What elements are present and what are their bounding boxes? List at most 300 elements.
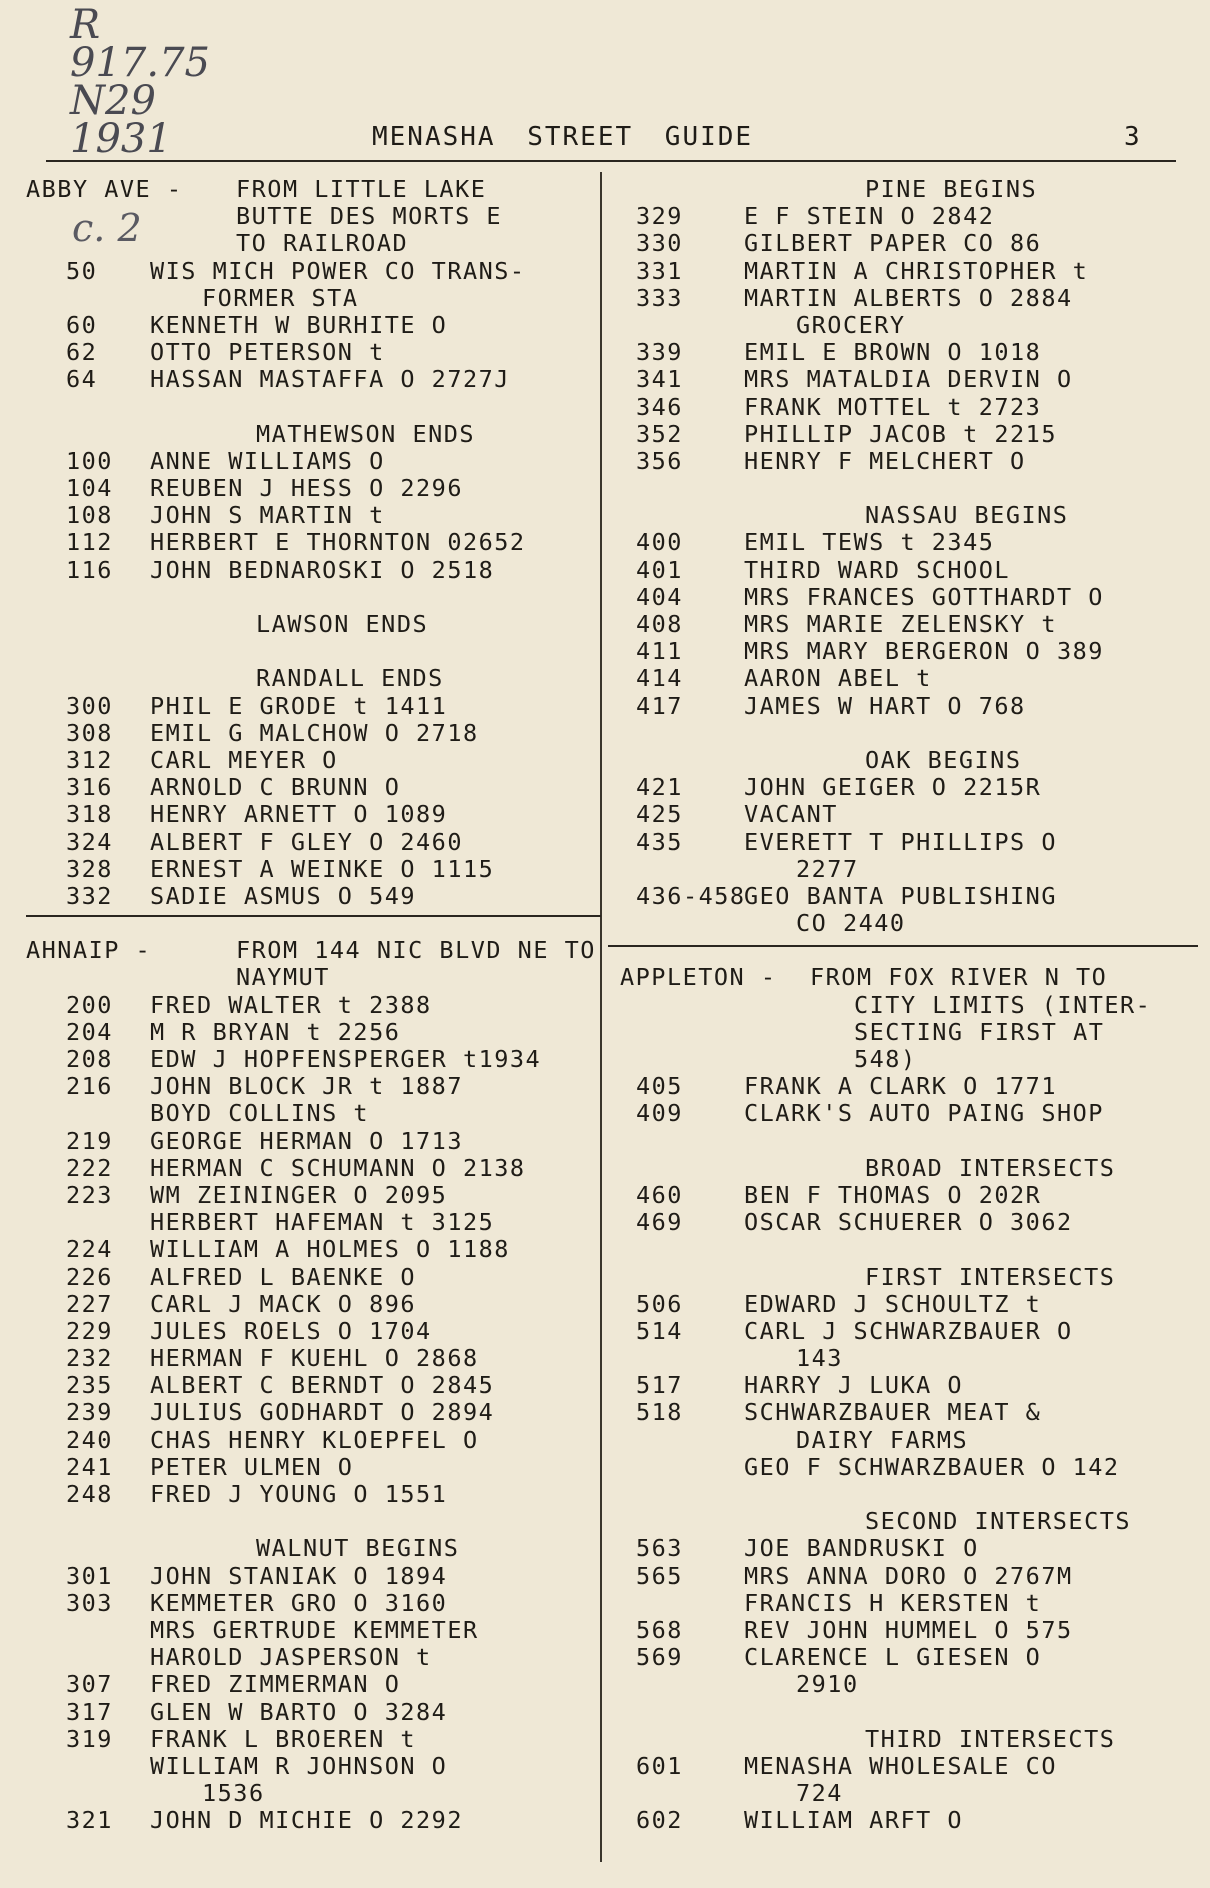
directory-entry xyxy=(620,1372,1200,1399)
directory-entry xyxy=(620,1073,1200,1100)
directory-entry xyxy=(620,285,1200,312)
resident-name: VACANT xyxy=(744,800,838,829)
resident-name: HERBERT HAFEMAN t 3125 xyxy=(150,1208,495,1237)
street-heading xyxy=(26,176,598,203)
handwritten-copy-number: c. 2 xyxy=(72,206,142,250)
resident-name: MRS ANNA DORO O 2767M xyxy=(744,1561,1073,1590)
directory-entry xyxy=(26,1753,598,1780)
resident-name: ERNEST A WEINKE O 1115 xyxy=(150,854,495,883)
left-column xyxy=(26,176,598,1834)
house-number: 104 xyxy=(66,474,113,503)
cross-street-heading xyxy=(620,502,1200,529)
cross-street-label: THIRD INTERSECTS xyxy=(865,1724,1116,1753)
resident-name: GILBERT PAPER CO 86 xyxy=(744,229,1042,258)
entry-continuation xyxy=(26,285,598,312)
directory-entry xyxy=(620,1590,1200,1617)
resident-name: FRED J YOUNG O 1551 xyxy=(150,1480,448,1508)
directory-entry xyxy=(620,366,1200,393)
street-description: FROM FOX RIVER N TO xyxy=(810,963,1108,992)
house-number: 601 xyxy=(636,1751,683,1780)
directory-entry xyxy=(26,992,598,1019)
resident-name: REUBEN J HESS O 2296 xyxy=(150,474,463,503)
resident-name: GLEN W BARTO O 3284 xyxy=(150,1697,448,1726)
house-number: 64 xyxy=(66,365,98,394)
directory-entry xyxy=(26,1236,598,1263)
directory-entry xyxy=(620,529,1200,556)
house-number: 318 xyxy=(66,800,113,829)
directory-entry xyxy=(620,665,1200,692)
resident-name: M R BRYAN t 2256 xyxy=(150,1017,401,1046)
directory-entry xyxy=(620,230,1200,257)
resident-name: CARL MEYER O xyxy=(150,745,338,774)
house-number: 216 xyxy=(66,1072,113,1101)
house-number: 324 xyxy=(66,827,113,856)
resident-name: PHILLIP JACOB t 2215 xyxy=(744,419,1057,448)
resident-name: MRS MARY BERGERON O 389 xyxy=(744,637,1104,666)
resident-name: HERMAN F KUEHL O 2868 xyxy=(150,1344,479,1373)
directory-entry xyxy=(620,557,1200,584)
resident-name: ALBERT F GLEY O 2460 xyxy=(150,827,463,856)
entry-continuation xyxy=(620,910,1200,937)
resident-name: 1536 xyxy=(202,1779,265,1808)
resident-name: FRANK L BROEREN t xyxy=(150,1724,417,1753)
header-rule xyxy=(46,160,1176,162)
cross-street-label: MATHEWSON ENDS xyxy=(256,419,476,448)
resident-name: EMIL TEWS t 2345 xyxy=(744,528,995,557)
cross-street-heading xyxy=(620,1264,1200,1291)
cross-street-heading xyxy=(620,1726,1200,1753)
directory-entry xyxy=(26,1481,598,1508)
directory-entry xyxy=(26,1617,598,1644)
house-number: 321 xyxy=(66,1806,113,1835)
street-description-continued xyxy=(26,230,598,257)
house-number: 208 xyxy=(66,1045,113,1073)
house-number: 569 xyxy=(636,1643,683,1672)
blank-line xyxy=(26,394,598,421)
cross-street-heading xyxy=(620,747,1200,774)
directory-entry xyxy=(26,1209,598,1236)
directory-entry xyxy=(26,1318,598,1345)
entry-continuation xyxy=(620,856,1200,883)
blank-line xyxy=(620,1699,1200,1726)
resident-name: FRED WALTER t 2388 xyxy=(150,990,432,1019)
house-number: 222 xyxy=(66,1153,113,1182)
resident-name: CHAS HENRY KLOEPFEL O xyxy=(150,1425,479,1454)
cross-street-label: RANDALL ENDS xyxy=(256,664,444,693)
directory-entry xyxy=(26,1264,598,1291)
directory-entry xyxy=(620,829,1200,856)
directory-entry xyxy=(26,258,598,285)
resident-name: WM ZEININGER O 2095 xyxy=(150,1180,448,1209)
resident-name: ARNOLD C BRUNN O xyxy=(150,773,401,802)
house-number: 224 xyxy=(66,1235,113,1264)
house-number: 417 xyxy=(636,691,683,720)
house-number: 346 xyxy=(636,392,683,421)
street-heading xyxy=(26,937,598,964)
resident-name: CLARENCE L GIESEN O xyxy=(744,1643,1042,1672)
street-name: ABBY AVE - xyxy=(26,175,183,203)
cross-street-heading xyxy=(620,1155,1200,1182)
resident-name: FORMER STA xyxy=(202,283,359,312)
house-number: 307 xyxy=(66,1670,113,1699)
resident-name: FRED ZIMMERMAN O xyxy=(150,1670,401,1699)
house-number: 356 xyxy=(636,446,683,475)
directory-entry xyxy=(620,693,1200,720)
house-number: 332 xyxy=(66,881,113,910)
cross-street-heading xyxy=(620,176,1200,203)
house-number: 404 xyxy=(636,582,683,611)
handwritten-call-number xyxy=(70,2,210,162)
directory-entry xyxy=(26,1427,598,1454)
cross-street-heading xyxy=(26,1535,598,1562)
resident-name: 724 xyxy=(796,1779,843,1808)
blank-line xyxy=(26,584,598,611)
directory-entry xyxy=(26,1345,598,1372)
resident-name: HAROLD JASPERSON t xyxy=(150,1643,432,1672)
cross-street-heading xyxy=(26,421,598,448)
house-number: 312 xyxy=(66,745,113,774)
resident-name: JULIUS GODHARDT O 2894 xyxy=(150,1398,495,1427)
street-description-continued xyxy=(26,203,598,230)
directory-entry xyxy=(26,312,598,339)
blank-line xyxy=(26,1508,598,1535)
house-number: 226 xyxy=(66,1262,113,1291)
house-number: 329 xyxy=(636,202,683,231)
resident-name: BOYD COLLINS t xyxy=(150,1099,370,1128)
cross-street-label: BROAD INTERSECTS xyxy=(865,1153,1116,1182)
directory-entry xyxy=(620,421,1200,448)
directory-entry xyxy=(26,829,598,856)
directory-entry xyxy=(620,584,1200,611)
resident-name: BEN F THOMAS O 202R xyxy=(744,1180,1042,1209)
resident-name: FRANCIS H KERSTEN t xyxy=(744,1588,1042,1617)
directory-entry xyxy=(620,1209,1200,1236)
house-number: 229 xyxy=(66,1316,113,1345)
resident-name: MRS MATALDIA DERVIN O xyxy=(744,365,1073,394)
call-number-line: R xyxy=(70,2,101,48)
resident-name: EDWARD J SCHOULTZ t xyxy=(744,1289,1042,1318)
resident-name: GEO F SCHWARZBAUER O 142 xyxy=(744,1452,1120,1481)
house-number: 339 xyxy=(636,338,683,367)
resident-name: 2277 xyxy=(796,854,859,883)
directory-entry xyxy=(620,1182,1200,1209)
house-number: 421 xyxy=(636,773,683,802)
street-description: FROM LITTLE LAKE xyxy=(236,175,487,203)
resident-name: MARTIN ALBERTS O 2884 xyxy=(744,283,1073,312)
street-name: AHNAIP - xyxy=(26,936,152,965)
resident-name: PHIL E GRODE t 1411 xyxy=(150,691,448,720)
directory-entry xyxy=(26,1399,598,1426)
resident-name: HENRY F MELCHERT O xyxy=(744,446,1026,475)
entry-continuation xyxy=(620,1671,1200,1698)
resident-name: THIRD WARD SCHOOL xyxy=(744,555,1011,584)
resident-name: JOHN BEDNAROSKI O 2518 xyxy=(150,555,495,584)
house-number: 235 xyxy=(66,1371,113,1400)
house-number: 408 xyxy=(636,610,683,638)
house-number: 116 xyxy=(66,555,113,584)
resident-name: EMIL G MALCHOW O 2718 xyxy=(150,718,479,747)
resident-name: 143 xyxy=(796,1344,843,1373)
house-number: 232 xyxy=(66,1344,113,1373)
house-number: 411 xyxy=(636,637,683,666)
directory-entry xyxy=(620,1753,1200,1780)
directory-entry xyxy=(26,1563,598,1590)
blank-line xyxy=(620,937,1200,964)
house-number: 248 xyxy=(66,1480,113,1508)
resident-name: SCHWARZBAUER MEAT & xyxy=(744,1398,1042,1427)
resident-name: MRS MARIE ZELENSKY t xyxy=(744,610,1057,638)
resident-name: WILLIAM R JOHNSON O xyxy=(150,1751,448,1780)
resident-name: ALBERT C BERNDT O 2845 xyxy=(150,1371,495,1400)
directory-entry xyxy=(620,258,1200,285)
house-number: 514 xyxy=(636,1316,683,1345)
directory-entry xyxy=(620,883,1200,910)
house-number: 565 xyxy=(636,1561,683,1590)
house-number: 108 xyxy=(66,501,113,530)
cross-street-label: OAK BEGINS xyxy=(865,745,1022,774)
resident-name: ALFRED L BAENKE O xyxy=(150,1262,417,1291)
directory-entry xyxy=(26,801,598,828)
house-number: 100 xyxy=(66,446,113,475)
resident-name: HERBERT E THORNTON 02652 xyxy=(150,528,526,557)
directory-entry xyxy=(26,502,598,529)
house-number: 50 xyxy=(66,256,98,285)
house-number: 436-458 xyxy=(636,881,746,910)
resident-name: MRS FRANCES GOTTHARDT O xyxy=(744,582,1104,611)
resident-name: KENNETH W BURHITE O xyxy=(150,310,448,339)
street-description: TO RAILROAD xyxy=(236,229,409,258)
resident-name: FRANK MOTTEL t 2723 xyxy=(744,392,1042,421)
house-number: 300 xyxy=(66,691,113,720)
house-number: 602 xyxy=(636,1806,683,1835)
entry-continuation xyxy=(620,1427,1200,1454)
house-number: 241 xyxy=(66,1452,113,1481)
cross-street-label: SECOND INTERSECTS xyxy=(865,1507,1132,1536)
house-number: 303 xyxy=(66,1588,113,1617)
resident-name: JOHN S MARTIN t xyxy=(150,501,385,530)
house-number: 352 xyxy=(636,419,683,448)
resident-name: 2910 xyxy=(796,1670,859,1699)
resident-name: EDW J HOPFENSPERGER t1934 xyxy=(150,1045,542,1073)
house-number: 469 xyxy=(636,1208,683,1237)
resident-name: E F STEIN O 2842 xyxy=(744,202,995,231)
cross-street-label: NASSAU BEGINS xyxy=(865,501,1069,530)
directory-entry xyxy=(620,339,1200,366)
directory-entry xyxy=(26,1372,598,1399)
directory-entry xyxy=(26,475,598,502)
resident-name: JOE BANDRUSKI O xyxy=(744,1534,979,1563)
resident-name: JOHN GEIGER O 2215R xyxy=(744,773,1042,802)
resident-name: GEO BANTA PUBLISHING xyxy=(744,881,1057,910)
entry-continuation xyxy=(620,312,1200,339)
house-number: 333 xyxy=(636,283,683,312)
street-name: APPLETON - xyxy=(620,963,777,992)
directory-entry xyxy=(620,394,1200,421)
directory-entry xyxy=(620,1617,1200,1644)
house-number: 425 xyxy=(636,800,683,829)
resident-name: HASSAN MASTAFFA O 2727J xyxy=(150,365,510,394)
resident-name: DAIRY FARMS xyxy=(796,1425,969,1454)
directory-entry xyxy=(26,339,598,366)
resident-name: ANNE WILLIAMS O xyxy=(150,446,385,475)
directory-entry xyxy=(26,1182,598,1209)
directory-entry xyxy=(620,1807,1200,1834)
cross-street-heading xyxy=(620,1508,1200,1535)
directory-entry xyxy=(26,693,598,720)
house-number: 112 xyxy=(66,528,113,557)
resident-name: WIS MICH POWER CO TRANS- xyxy=(150,256,526,285)
directory-entry xyxy=(26,557,598,584)
resident-name: CARL J MACK O 896 xyxy=(150,1289,417,1318)
blank-line xyxy=(620,1481,1200,1508)
resident-name: OSCAR SCHUERER O 3062 xyxy=(744,1208,1073,1237)
house-number: 62 xyxy=(66,338,98,367)
right-column xyxy=(620,176,1200,1834)
directory-entry xyxy=(26,1699,598,1726)
directory-entry xyxy=(26,1128,598,1155)
resident-name: OTTO PETERSON t xyxy=(150,338,385,367)
street-description: CITY LIMITS (INTER- xyxy=(854,990,1152,1019)
house-number: 405 xyxy=(636,1072,683,1101)
resident-name: FRANK A CLARK O 1771 xyxy=(744,1072,1057,1101)
street-description-continued xyxy=(620,1046,1200,1073)
house-number: 330 xyxy=(636,229,683,258)
directory-entry xyxy=(26,366,598,393)
entry-continuation xyxy=(620,1345,1200,1372)
house-number: 219 xyxy=(66,1126,113,1155)
house-number: 409 xyxy=(636,1099,683,1128)
blank-line xyxy=(620,1236,1200,1263)
blank-line xyxy=(26,910,598,937)
entry-continuation xyxy=(620,1780,1200,1807)
house-number: 400 xyxy=(636,528,683,557)
resident-name: GROCERY xyxy=(796,310,906,339)
house-number: 204 xyxy=(66,1017,113,1046)
resident-name: SADIE ASMUS O 549 xyxy=(150,881,417,910)
resident-name: EMIL E BROWN O 1018 xyxy=(744,338,1042,367)
house-number: 308 xyxy=(66,718,113,747)
directory-entry xyxy=(26,1019,598,1046)
directory-entry xyxy=(26,1671,598,1698)
street-description-continued xyxy=(620,992,1200,1019)
house-number: 435 xyxy=(636,827,683,856)
directory-entry xyxy=(620,611,1200,638)
house-number: 301 xyxy=(66,1561,113,1590)
resident-name: JAMES W HART O 768 xyxy=(744,691,1026,720)
resident-name: MARTIN A CHRISTOPHER t xyxy=(744,256,1089,285)
street-description: BUTTE DES MORTS E xyxy=(236,202,503,231)
resident-name: GEORGE HERMAN O 1713 xyxy=(150,1126,463,1155)
directory-entry xyxy=(26,774,598,801)
house-number: 460 xyxy=(636,1180,683,1209)
resident-name: JOHN D MICHIE O 2292 xyxy=(150,1806,463,1835)
resident-name: EVERETT T PHILLIPS O xyxy=(744,827,1057,856)
resident-name: REV JOHN HUMMEL O 575 xyxy=(744,1615,1073,1644)
house-number: 517 xyxy=(636,1371,683,1400)
directory-entry xyxy=(26,1291,598,1318)
street-description: FROM 144 NIC BLVD NE TO xyxy=(236,936,596,965)
blank-line xyxy=(620,475,1200,502)
resident-name: MENASHA WHOLESALE CO xyxy=(744,1751,1057,1780)
cross-street-heading xyxy=(26,665,598,692)
column-divider xyxy=(600,172,602,1862)
resident-name: HARRY J LUKA O xyxy=(744,1371,964,1400)
resident-name: JOHN BLOCK JR t 1887 xyxy=(150,1072,463,1101)
street-description: 548) xyxy=(854,1045,917,1073)
street-description: SECTING FIRST AT xyxy=(854,1017,1105,1046)
resident-name: CARL J SCHWARZBAUER O xyxy=(744,1316,1073,1345)
house-number: 317 xyxy=(66,1697,113,1726)
directory-entry xyxy=(26,1726,598,1753)
directory-entry xyxy=(620,448,1200,475)
directory-entry xyxy=(26,720,598,747)
house-number: 239 xyxy=(66,1398,113,1427)
directory-entry xyxy=(620,1563,1200,1590)
directory-entry xyxy=(26,529,598,556)
directory-entry xyxy=(26,1807,598,1834)
house-number: 60 xyxy=(66,310,98,339)
directory-entry xyxy=(620,1100,1200,1127)
call-number-line: 1931 xyxy=(70,116,172,162)
cross-street-label: FIRST INTERSECTS xyxy=(865,1262,1116,1291)
blank-line xyxy=(26,638,598,665)
cross-street-label: WALNUT BEGINS xyxy=(256,1534,460,1563)
house-number: 414 xyxy=(636,664,683,693)
directory-entry xyxy=(620,638,1200,665)
resident-name: CO 2440 xyxy=(796,909,906,938)
resident-name: MRS GERTRUDE KEMMETER xyxy=(150,1615,479,1644)
resident-name: CLARK'S AUTO PAING SHOP xyxy=(744,1099,1104,1128)
directory-entry xyxy=(26,1073,598,1100)
call-number-line: 917.75 xyxy=(70,40,210,86)
directory-entry xyxy=(26,1644,598,1671)
directory-entry xyxy=(620,203,1200,230)
resident-name: WILLIAM ARFT O xyxy=(744,1806,964,1835)
resident-name: KEMMETER GRO O 3160 xyxy=(150,1588,448,1617)
entry-continuation xyxy=(26,1780,598,1807)
house-number: 563 xyxy=(636,1534,683,1563)
resident-name: PETER ULMEN O xyxy=(150,1452,354,1481)
directory-entry xyxy=(620,1454,1200,1481)
directory-entry xyxy=(26,1100,598,1127)
directory-entry xyxy=(620,801,1200,828)
resident-name: JOHN STANIAK O 1894 xyxy=(150,1561,448,1590)
house-number: 331 xyxy=(636,256,683,285)
directory-entry xyxy=(26,883,598,910)
street-heading xyxy=(620,964,1200,991)
blank-line xyxy=(620,1128,1200,1155)
house-number: 200 xyxy=(66,990,113,1019)
house-number: 223 xyxy=(66,1180,113,1209)
directory-entry xyxy=(26,448,598,475)
directory-entry xyxy=(26,747,598,774)
directory-entry xyxy=(26,1590,598,1617)
directory-entry xyxy=(620,1318,1200,1345)
house-number: 401 xyxy=(636,555,683,584)
directory-entry xyxy=(620,1291,1200,1318)
house-number: 328 xyxy=(66,854,113,883)
resident-name: JULES ROELS O 1704 xyxy=(150,1316,432,1345)
directory-entry xyxy=(620,1644,1200,1671)
cross-street-label: LAWSON ENDS xyxy=(256,610,429,638)
resident-name: HENRY ARNETT O 1089 xyxy=(150,800,448,829)
directory-entry xyxy=(26,1454,598,1481)
house-number: 319 xyxy=(66,1724,113,1753)
directory-entry xyxy=(620,1535,1200,1562)
directory-entry xyxy=(620,774,1200,801)
directory-entry xyxy=(26,1155,598,1182)
call-number-line: N29 xyxy=(70,78,156,124)
